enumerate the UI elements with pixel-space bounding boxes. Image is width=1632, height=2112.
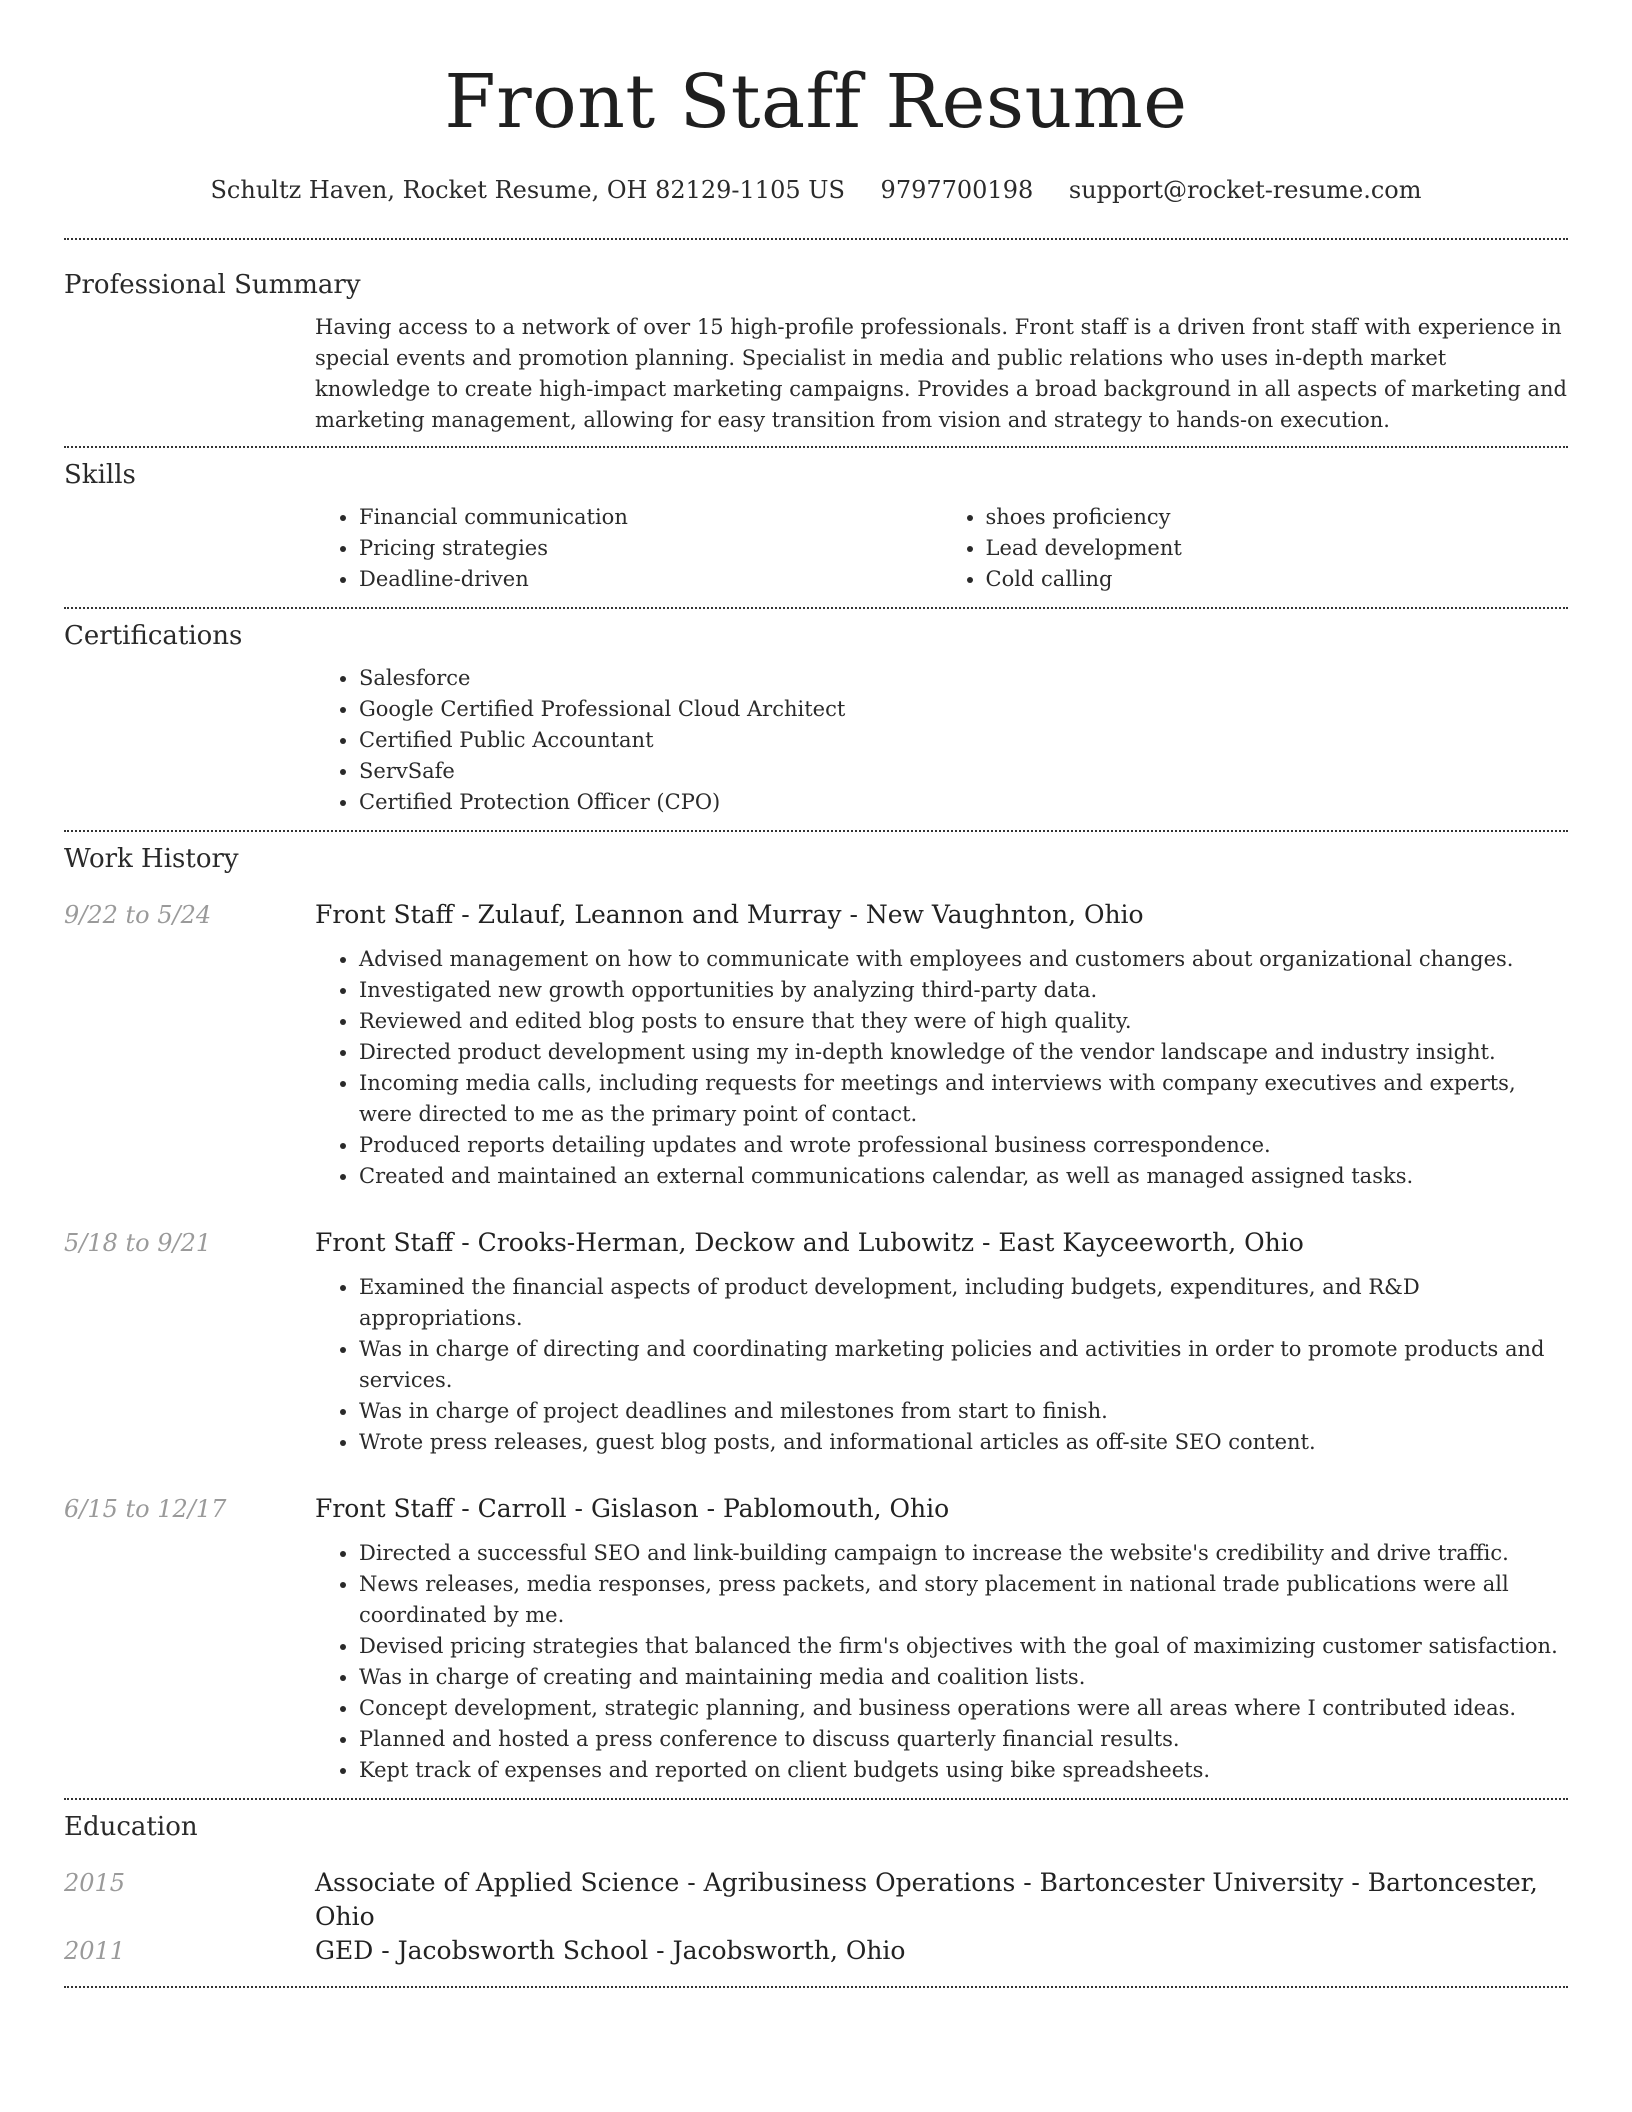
- list-item: • Produced reports detailing updates and wrote professional business correspondence.: [359, 1130, 1568, 1161]
- list-item: • Cold calling: [986, 564, 1569, 595]
- list-item: • Google Certified Professional Cloud Architect: [359, 694, 1568, 725]
- section-title-skills: Skills: [64, 460, 136, 490]
- job-date: 9/22 to 5/24: [64, 901, 212, 929]
- education-section: [64, 1800, 1568, 1968]
- job-entry: [64, 1226, 1568, 1458]
- job-title: Front Staff - Crooks-Herman, Deckow and Lubowitz - East Kayceeworth, Ohio: [315, 1228, 1304, 1257]
- list-item: • Examined the financial aspects of product development, including budgets, expenditures, and R&D appropriations.: [359, 1272, 1568, 1334]
- list-item: • Advised management on how to communicate with employees and customers about organizational changes.: [359, 944, 1568, 975]
- job-entry: [64, 898, 1568, 1192]
- divider: [64, 1986, 1568, 1988]
- summary-section: [64, 240, 1568, 446]
- education-title: GED - Jacobsworth School - Jacobsworth, Ohio: [315, 1936, 906, 1965]
- job-title: Front Staff - Zulauf, Leannon and Murray - New Vaughnton, Ohio: [315, 900, 1144, 929]
- contact-phone: 9797700198: [880, 176, 1034, 204]
- list-item: • Devised pricing strategies that balanced the firm's objectives with the goal of maximizing customer satisfaction.: [359, 1631, 1568, 1662]
- job-bullets: [315, 1272, 1568, 1458]
- list-item: • Directed product development using my in-depth knowledge of the vendor landscape and industry insight.: [359, 1037, 1568, 1068]
- work-history-section: [64, 832, 1568, 1798]
- list-item: • Certified Protection Officer (CPO): [359, 787, 1568, 818]
- list-item: • ServSafe: [359, 756, 1568, 787]
- list-item: • Wrote press releases, guest blog posts, and informational articles as off-site SEO content.: [359, 1427, 1568, 1458]
- job-date: 6/15 to 12/17: [64, 1495, 227, 1523]
- education-date: 2011: [64, 1937, 126, 1965]
- skills-grid: [315, 502, 1568, 607]
- education-date: 2015: [64, 1869, 126, 1897]
- list-item: • Directed a successful SEO and link-building campaign to increase the website's credibility and drive traffic.: [359, 1538, 1568, 1569]
- skills-list-left: [315, 502, 942, 595]
- section-title-certifications: Certifications: [64, 621, 243, 651]
- list-item: • Was in charge of creating and maintaining media and coalition lists.: [359, 1662, 1568, 1693]
- job-title: Front Staff - Carroll - Gislason - Pablomouth, Ohio: [315, 1494, 950, 1523]
- list-item: • Was in charge of project deadlines and milestones from start to finish.: [359, 1396, 1568, 1427]
- page-title: Front Staff Resume: [444, 59, 1188, 145]
- list-item: • Deadline-driven: [359, 564, 942, 595]
- contact-address: Schultz Haven, Rocket Resume, OH 82129-1105 US: [210, 176, 845, 204]
- list-item: • Was in charge of directing and coordinating marketing policies and activities in order to promote products and services.: [359, 1334, 1568, 1396]
- list-item: • Pricing strategies: [359, 533, 942, 564]
- education-title: Associate of Applied Science - Agribusiness Operations - Bartoncester University - Bartoncester, Ohio: [315, 1868, 1538, 1931]
- job-bullets: [315, 944, 1568, 1192]
- certifications-list: [315, 663, 1568, 818]
- section-title-work: Work History: [64, 844, 239, 874]
- job-entry: [64, 1492, 1568, 1798]
- contact-email: support@rocket-resume.com: [1068, 176, 1422, 204]
- resume-header: [64, 0, 1568, 206]
- summary-text: Having access to a network of over 15 high-profile professionals. Front staff is a driven front staff with experience in special events and promotion planning. Specialist in media and public relations who uses in-depth market knowledge to create high-impact marketing campaigns. Provides a broad background in all aspects of marketing and marketing management, allowing for easy transition from vision and strategy to hands-on execution.: [315, 315, 1567, 432]
- list-item: • Financial communication: [359, 502, 942, 533]
- list-item: • Salesforce: [359, 663, 1568, 694]
- education-entry: [64, 1934, 1568, 1968]
- skills-list-right: [942, 502, 1569, 595]
- list-item: • Investigated new growth opportunities by analyzing third-party data.: [359, 975, 1568, 1006]
- list-item: • shoes proficiency: [986, 502, 1569, 533]
- list-item: • Planned and hosted a press conference to discuss quarterly financial results.: [359, 1724, 1568, 1755]
- contact-line: [64, 174, 1568, 206]
- certifications-section: [64, 609, 1568, 830]
- section-title-summary: Professional Summary: [64, 270, 361, 300]
- list-item: • Incoming media calls, including requests for meetings and interviews with company executives and experts, were directed to me as the primary point of contact.: [359, 1068, 1568, 1130]
- list-item: • Lead development: [986, 533, 1569, 564]
- job-date: 5/18 to 9/21: [64, 1229, 212, 1257]
- list-item: • Concept development, strategic planning, and business operations were all areas where I contributed ideas.: [359, 1693, 1568, 1724]
- list-item: • Reviewed and edited blog posts to ensure that they were of high quality.: [359, 1006, 1568, 1037]
- job-bullets: [315, 1538, 1568, 1798]
- skills-section: [64, 448, 1568, 607]
- list-item: • Created and maintained an external communications calendar, as well as managed assigned tasks.: [359, 1161, 1568, 1192]
- list-item: • Kept track of expenses and reported on client budgets using bike spreadsheets.: [359, 1755, 1568, 1786]
- section-title-education: Education: [64, 1812, 198, 1842]
- list-item: • News releases, media responses, press packets, and story placement in national trade publications were all coordinated by me.: [359, 1569, 1568, 1631]
- education-entry: [64, 1866, 1568, 1931]
- certifications-list-wrap: [315, 663, 1568, 830]
- list-item: • Certified Public Accountant: [359, 725, 1568, 756]
